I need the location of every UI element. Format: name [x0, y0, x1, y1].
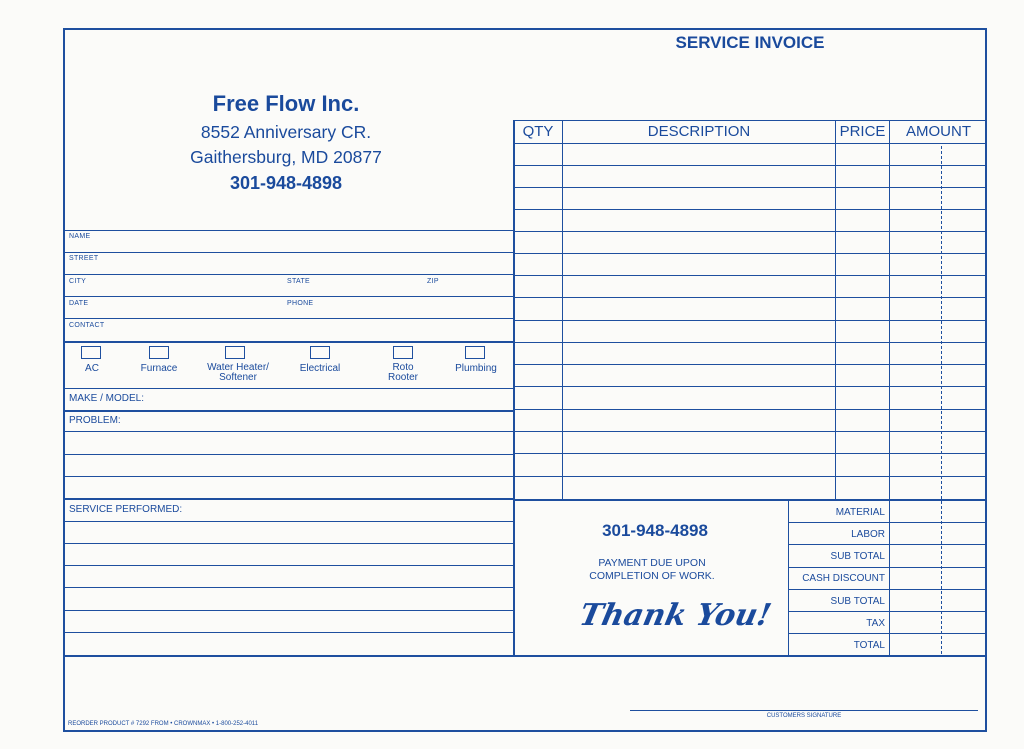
table-row-line [514, 320, 987, 321]
table-row-line [514, 165, 987, 166]
table-row-line [514, 476, 987, 477]
table-row-line [514, 231, 987, 232]
thank-you-text: Thank You! [576, 598, 775, 633]
company-street: 8552 Anniversary CR. [200, 122, 372, 142]
make-model-label: MAKE / MODEL: [69, 393, 145, 404]
reorder-text: REORDER PRODUCT # 7292 FROM • CROWNMAX • 1-800-252-4011 [68, 721, 259, 727]
labor-label: LABOR [851, 529, 885, 540]
body-bottom-line [64, 655, 987, 657]
service-performed-line [64, 543, 513, 544]
price-column-divider [889, 120, 890, 656]
table-row-line [514, 409, 987, 410]
invoice-title: SERVICE INVOICE [675, 33, 825, 52]
material-label: MATERIAL [835, 507, 885, 518]
total-label: TOTAL [853, 640, 885, 651]
table-row-line [514, 209, 987, 210]
roto-rooter-service-label: Roto Rooter [387, 362, 418, 383]
electrical-service-label: Electrical [299, 363, 341, 374]
subtotal-label: SUB TOTAL [830, 551, 885, 562]
price-header: PRICE [839, 123, 886, 140]
subtotal-label: SUB TOTAL [830, 596, 885, 607]
table-row-line [514, 453, 987, 454]
cash-discount-label: CASH DISCOUNT [802, 573, 885, 584]
problem-bottom-line [64, 498, 513, 500]
totals-row-line [788, 589, 987, 590]
water-heater-service-label: Water Heater/ Softener [207, 362, 269, 383]
problem-line [64, 431, 513, 432]
footer-phone: 301-948-4898 [602, 521, 708, 540]
description-column-divider [835, 120, 836, 500]
plumbing-service-label: Plumbing [455, 363, 497, 374]
furnace-checkbox[interactable] [149, 346, 169, 359]
customer-field-line [64, 252, 513, 253]
company-city-state: Gaithersburg, MD 20877 [190, 147, 382, 167]
plumbing-checkbox[interactable] [465, 346, 485, 359]
table-row-line [514, 297, 987, 298]
table-row-line [514, 342, 987, 343]
table-row-line [514, 187, 987, 188]
customer-field-line [64, 318, 513, 319]
service-performed-label: SERVICE PERFORMED: [69, 504, 183, 515]
problem-label: PROBLEM: [69, 415, 121, 426]
company-name: Free Flow Inc. [212, 91, 360, 116]
zip-field-label: ZIP [427, 278, 439, 285]
service-performed-line [64, 610, 513, 611]
amount-header: AMOUNT [906, 123, 971, 140]
ac-service-label: AC [85, 363, 99, 374]
customer-field-line [64, 296, 513, 297]
totals-row-line [788, 633, 987, 634]
table-left-border [513, 120, 515, 656]
payment-terms-line2: COMPLETION OF WORK. [589, 570, 715, 582]
qty-header: QTY [522, 123, 554, 140]
table-bottom-line [514, 499, 987, 501]
customer-field-line [64, 230, 513, 231]
make-model-bottom-line [64, 410, 513, 412]
customer-field-line [64, 274, 513, 275]
service-performed-line [64, 632, 513, 633]
services-bottom-line [64, 388, 513, 389]
amount-cents-divider [941, 146, 942, 654]
table-row-line [514, 431, 987, 432]
city-field-label: CITY [69, 278, 87, 285]
totals-row-line [788, 567, 987, 568]
problem-line [64, 476, 513, 477]
signature-label: CUSTOMERS SIGNATURE [766, 713, 842, 719]
water-heater-checkbox[interactable] [225, 346, 245, 359]
contact-field-label: CONTACT [69, 322, 105, 329]
ac-checkbox[interactable] [81, 346, 101, 359]
furnace-service-label: Furnace [140, 363, 178, 374]
date-field-label: DATE [69, 300, 89, 307]
service-performed-line [64, 521, 513, 522]
table-row-line [514, 386, 987, 387]
payment-terms-line1: PAYMENT DUE UPON [598, 557, 706, 569]
totals-row-line [788, 522, 987, 523]
tax-label: TAX [866, 618, 885, 629]
street-field-label: STREET [69, 255, 99, 262]
electrical-checkbox[interactable] [310, 346, 330, 359]
name-field-label: NAME [69, 233, 91, 240]
service-performed-line [64, 587, 513, 588]
signature-line [630, 710, 978, 711]
table-row-line [514, 253, 987, 254]
table-row-line [514, 143, 987, 144]
totals-row-line [788, 611, 987, 612]
totals-row-line [788, 544, 987, 545]
table-row-line [514, 364, 987, 365]
customer-section-bottom-line [64, 341, 513, 343]
table-top-border [514, 120, 987, 121]
service-performed-line [64, 565, 513, 566]
state-field-label: STATE [287, 278, 311, 285]
company-phone: 301-948-4898 [229, 173, 343, 193]
phone-field-label: PHONE [287, 300, 314, 307]
description-header: DESCRIPTION [647, 123, 751, 140]
table-row-line [514, 275, 987, 276]
qty-column-divider [562, 120, 563, 500]
roto-rooter-checkbox[interactable] [393, 346, 413, 359]
problem-line [64, 454, 513, 455]
